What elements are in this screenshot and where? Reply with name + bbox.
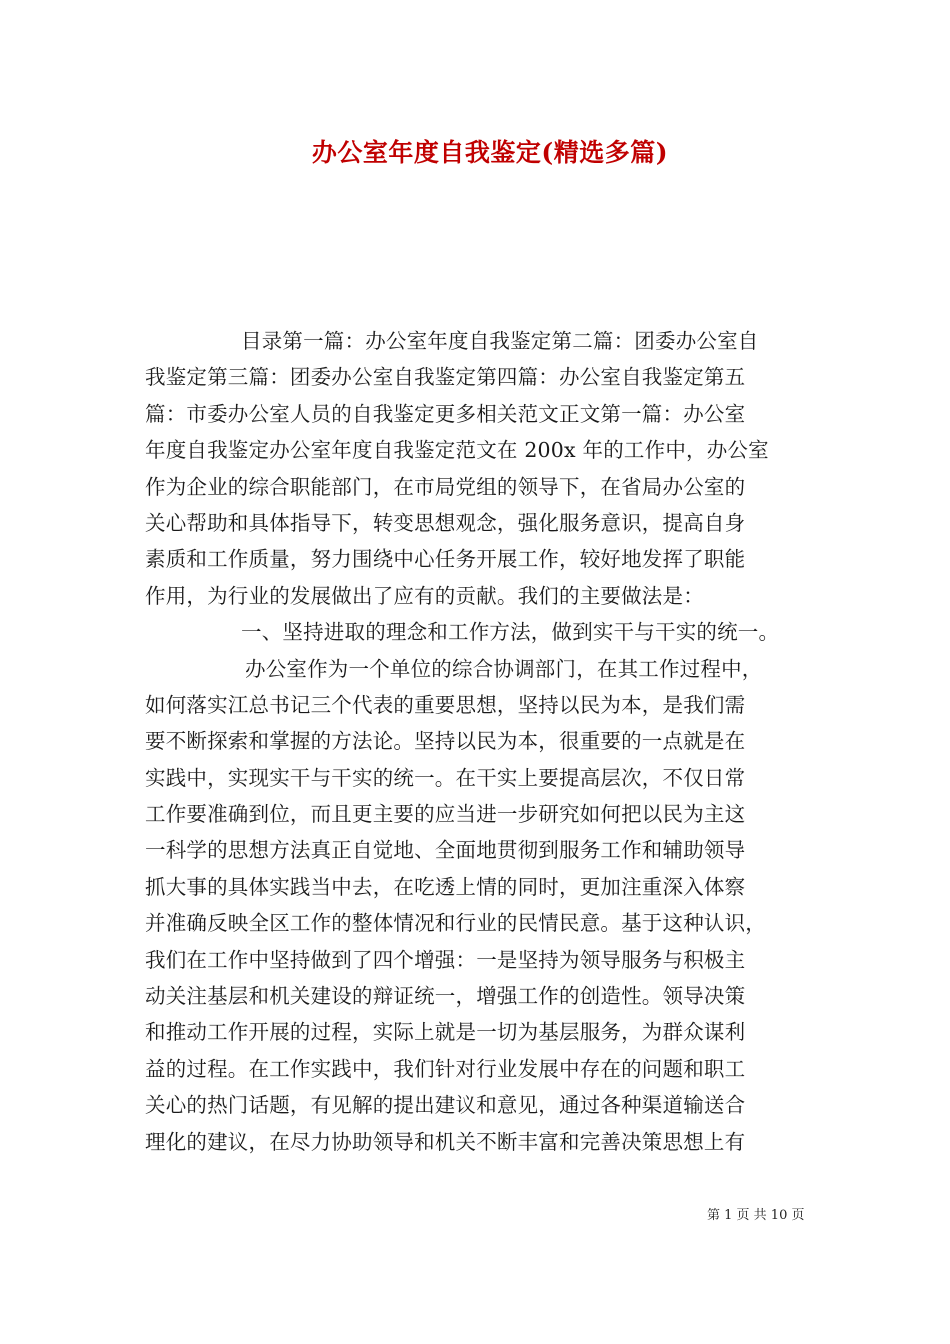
page-title: 办公室年度自我鉴定(精选多篇) [311, 138, 669, 167]
text-line: 一科学的思想方法真正自觉地、全面地贯彻到服务工作和辅助领导 [145, 838, 746, 863]
text-line: 我们在工作中坚持做到了四个增强：一是坚持为领导服务与积极主 [145, 947, 746, 972]
text-line: 益的过程。在工作实践中，我们针对行业发展中存在的问题和职工 [145, 1056, 746, 1081]
text-line: 工作要准确到位，而且更主要的应当进一步研究如何把以民为主这 [145, 802, 746, 827]
text-line: 关心的热门话题，有见解的提出建议和意见，通过各种渠道输送合 [145, 1093, 746, 1118]
text-line: 篇：市委办公室人员的自我鉴定更多相关范文正文第一篇：办公室 [145, 401, 746, 426]
text-line: 目录第一篇：办公室年度自我鉴定第二篇：团委办公室自 [241, 329, 759, 353]
text-line: 实践中，实现实干与干实的统一。在干实上要提高层次，不仅日常 [145, 765, 746, 790]
text-line: 要不断探索和掌握的方法论。坚持以民为本，很重要的一点就是在 [145, 729, 746, 754]
text-line: 作为企业的综合职能部门，在市局党组的领导下，在省局办公室的 [145, 474, 746, 499]
text-line: 和推动工作开展的过程，实际上就是一切为基层服务，为群众谋利 [145, 1020, 746, 1045]
text-line: 我鉴定第三篇：团委办公室自我鉴定第四篇：办公室自我鉴定第五 [145, 365, 746, 390]
text-line: 理化的建议，在尽力协助领导和机关不断丰富和完善决策思想上有 [145, 1129, 746, 1154]
text-line: 作用，为行业的发展做出了应有的贡献。我们的主要做法是： [145, 583, 704, 608]
document-body [145, 323, 815, 1160]
text-line: 素质和工作质量，努力围绕中心任务开展工作，较好地发挥了职能 [145, 547, 746, 572]
text-line: 办公室作为一个单位的综合协调部门，在其工作过程中， [245, 656, 763, 681]
section-heading: 一、坚持进取的理念和工作方法，做到实干与干实的统一。 [241, 620, 780, 645]
text-line: 抓大事的具体实践当中去，在吃透上情的同时，更加注重深入体察 [145, 874, 746, 899]
text-line: 动关注基层和机关建设的辩证统一，增强工作的创造性。领导决策 [145, 984, 746, 1009]
text-line: 年度自我鉴定办公室年度自我鉴定范文在 200x 年的工作中，办公室 [145, 438, 769, 463]
text-line: 关心帮助和具体指导下，转变思想观念，强化服务意识，提高自身 [145, 510, 746, 535]
text-line: 如何落实江总书记三个代表的重要思想，坚持以民为本，是我们需 [145, 692, 746, 717]
text-line: 并准确反映全区工作的整体情况和行业的民情民意。基于这种认识， [145, 911, 766, 936]
page-number-footer: 第 1 页 共 10 页 [707, 1208, 805, 1223]
